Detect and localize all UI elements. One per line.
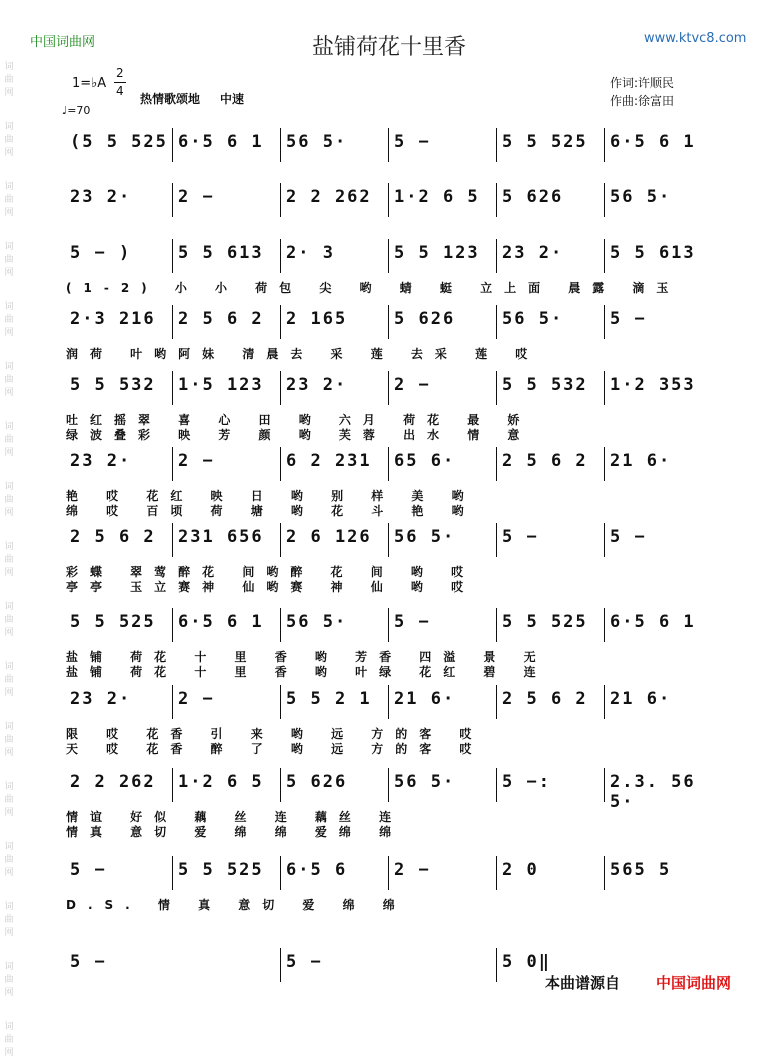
barline <box>280 447 281 481</box>
watermark-char: 词 <box>4 962 14 972</box>
watermark-sidebar <box>0 0 18 1058</box>
barline <box>280 128 281 162</box>
composer-credit: 作曲:徐富田 <box>610 94 675 108</box>
measure: 5 5 2 1 <box>286 689 372 709</box>
barline <box>280 183 281 217</box>
barline <box>496 371 497 405</box>
site-url[interactable]: www.ktvc8.com <box>644 31 747 46</box>
measure: 56 5· <box>394 527 456 547</box>
barline <box>604 239 605 273</box>
measure: 2 5 6 2 <box>178 309 264 329</box>
watermark-char: 曲 <box>4 975 14 985</box>
measure: 23 2· <box>70 187 132 207</box>
measure: 65 6· <box>394 451 456 471</box>
barline <box>388 856 389 890</box>
watermark-char: 曲 <box>4 495 14 505</box>
watermark-char: 网 <box>4 208 14 218</box>
barline <box>172 447 173 481</box>
barline <box>172 128 173 162</box>
lyric-line: 亭亭 玉立赛神 仙哟赛 神 仙 哟 哎 <box>66 580 476 594</box>
time-sig-divider <box>114 82 126 83</box>
barline <box>388 305 389 339</box>
watermark-char: 网 <box>4 748 14 758</box>
barline <box>604 856 605 890</box>
watermark-char: 词 <box>4 602 14 612</box>
watermark-char: 词 <box>4 482 14 492</box>
barline <box>388 447 389 481</box>
measure: 565 5 <box>610 860 672 880</box>
watermark-char: 曲 <box>4 735 14 745</box>
watermark-char: 词 <box>4 842 14 852</box>
barline <box>496 239 497 273</box>
watermark-char: 词 <box>4 1022 14 1032</box>
barline <box>280 685 281 719</box>
measure: 2 6 126 <box>286 527 372 547</box>
lyric-line: 天 哎 花香 醉 了 哟 远 方的客 哎 <box>66 742 484 756</box>
watermark-char: 曲 <box>4 555 14 565</box>
watermark-char: 网 <box>4 688 14 698</box>
barline <box>604 768 605 802</box>
barline <box>604 608 605 642</box>
lyric-line: 情谊 好似 藕 丝 连 藕丝 连 <box>66 810 404 824</box>
barline <box>496 447 497 481</box>
measure: 5 −: <box>502 772 551 792</box>
barline <box>496 305 497 339</box>
barline <box>280 239 281 273</box>
watermark-char: 曲 <box>4 795 14 805</box>
watermark-char: 词 <box>4 362 14 372</box>
measure: 56 5· <box>394 772 456 792</box>
measure: 21 6· <box>610 689 672 709</box>
barline <box>496 685 497 719</box>
measure: 2 − <box>178 689 215 709</box>
barline <box>604 128 605 162</box>
watermark-char: 网 <box>4 628 14 638</box>
measure: 6·5 6 1 <box>610 132 696 152</box>
measure: 5 5 532 <box>70 375 156 395</box>
lyric-line: 情真 意切 爱 绵 绵 爱绵 绵 <box>66 825 404 839</box>
barline <box>496 948 497 982</box>
lyric-line: 绵 哎 百顷 荷 塘 哟 花 斗 艳 哟 <box>66 504 476 518</box>
song-title: 盐铺荷花十里香 <box>311 35 466 60</box>
watermark-char: 曲 <box>4 255 14 265</box>
measure: 5 5 613 <box>610 243 696 263</box>
time-sig-top: 2 <box>116 66 124 80</box>
barline <box>172 305 173 339</box>
measure: 1·2 6 5 <box>394 187 480 207</box>
lyric-line: 吐红摇翠 喜 心 田 哟 六月 荷花 最 娇 <box>66 413 532 427</box>
watermark-char: 词 <box>4 722 14 732</box>
measure: 5 5 525 <box>502 612 588 632</box>
measure: 6·5 6 <box>286 860 348 880</box>
barline <box>280 856 281 890</box>
lyric-line: 绿波叠彩 映 芳 颜 哟 芙蓉 出水 情 意 <box>66 428 532 442</box>
measure: 2 2 262 <box>70 772 156 792</box>
barline <box>496 523 497 557</box>
measure: 5 5 123 <box>394 243 480 263</box>
time-sig-bottom: 4 <box>116 84 124 98</box>
measure: 5 626 <box>502 187 564 207</box>
barline <box>388 239 389 273</box>
measure: 2 165 <box>286 309 348 329</box>
measure: 23 2· <box>70 689 132 709</box>
watermark-char: 曲 <box>4 435 14 445</box>
barline <box>388 523 389 557</box>
measure: 6·5 6 1 <box>610 612 696 632</box>
barline <box>172 856 173 890</box>
watermark-char: 词 <box>4 662 14 672</box>
measure: 2 − <box>394 860 431 880</box>
measure: 5 − <box>70 952 107 972</box>
lyric-line: D.S. 情 真 意切 爱 绵 绵 <box>66 898 407 912</box>
measure: 5 626 <box>394 309 456 329</box>
measure: 1·2 6 5 <box>178 772 264 792</box>
watermark-char: 网 <box>4 268 14 278</box>
measure: 5 5 525 <box>502 132 588 152</box>
watermark-char: 网 <box>4 88 14 98</box>
barline <box>172 371 173 405</box>
barline <box>604 183 605 217</box>
barline <box>604 523 605 557</box>
measure: 2·3 216 <box>70 309 156 329</box>
measure: 5 626 <box>286 772 348 792</box>
watermark-char: 曲 <box>4 135 14 145</box>
barline <box>280 768 281 802</box>
barline <box>496 856 497 890</box>
barline <box>604 371 605 405</box>
watermark-char: 曲 <box>4 915 14 925</box>
watermark-char: 网 <box>4 928 14 938</box>
barline <box>604 305 605 339</box>
measure: 5 5 525 <box>178 860 264 880</box>
measure: 5 0‖ <box>502 952 551 972</box>
barline <box>604 447 605 481</box>
measure: 5 5 525 <box>70 612 156 632</box>
watermark-char: 词 <box>4 62 14 72</box>
barline <box>388 183 389 217</box>
barline <box>280 305 281 339</box>
barline <box>280 371 281 405</box>
measure: 2 − <box>178 451 215 471</box>
measure: 2 5 6 2 <box>502 451 588 471</box>
measure: 2 5 6 2 <box>70 527 156 547</box>
barline <box>388 685 389 719</box>
lyric-line: 盐铺 荷花 十 里 香 哟 芳香 四溢 景 无 <box>66 650 548 664</box>
watermark-char: 曲 <box>4 615 14 625</box>
barline <box>496 128 497 162</box>
measure: 23 2· <box>286 375 348 395</box>
watermark-char: 曲 <box>4 855 14 865</box>
barline <box>172 768 173 802</box>
barline <box>388 371 389 405</box>
measure: 231 656 <box>178 527 264 547</box>
watermark-char: 词 <box>4 782 14 792</box>
measure: 2· 3 <box>286 243 335 263</box>
measure: 23 2· <box>502 243 564 263</box>
measure: 6·5 6 1 <box>178 132 264 152</box>
measure: 5 − ) <box>70 243 132 263</box>
watermark-char: 网 <box>4 508 14 518</box>
measure: 2 − <box>394 375 431 395</box>
measure: 56 5· <box>610 187 672 207</box>
barline <box>280 948 281 982</box>
measure: 2 − <box>178 187 215 207</box>
lyric-line: 彩蝶 翠莺醉花 间哟醉 花 间 哟 哎 <box>66 565 476 579</box>
watermark-char: 网 <box>4 1048 14 1058</box>
measure: 5 − <box>394 132 431 152</box>
lyric-line: 艳 哎 花红 映 日 哟 别 样 美 哟 <box>66 489 476 503</box>
measure: 6 2 231 <box>286 451 372 471</box>
source-site-link[interactable]: 中国词曲网 <box>656 974 732 992</box>
watermark-char: 词 <box>4 902 14 912</box>
watermark-char: 词 <box>4 122 14 132</box>
barline <box>172 239 173 273</box>
barline <box>388 608 389 642</box>
watermark-char: 词 <box>4 242 14 252</box>
lyricist-credit: 作词:许顺民 <box>610 76 675 90</box>
measure: 21 6· <box>610 451 672 471</box>
watermark-char: 词 <box>4 182 14 192</box>
barline <box>172 523 173 557</box>
watermark-char: 网 <box>4 568 14 578</box>
measure: 2 0 <box>502 860 539 880</box>
watermark-char: 网 <box>4 148 14 158</box>
site-name-left[interactable]: 中国词曲网 <box>30 35 96 50</box>
expression-mark: 热情歌颂地 <box>140 92 201 106</box>
measure: 6·5 6 1 <box>178 612 264 632</box>
watermark-char: 词 <box>4 302 14 312</box>
measure: 21 6· <box>394 689 456 709</box>
measure: 56 5· <box>286 132 348 152</box>
barline <box>280 523 281 557</box>
watermark-char: 曲 <box>4 675 14 685</box>
speed-mark: 中速 <box>220 92 245 106</box>
barline <box>280 608 281 642</box>
measure: (5 5 525 <box>70 132 168 152</box>
measure: 5 − <box>610 309 647 329</box>
measure: 5 − <box>502 527 539 547</box>
measure: 2 2 262 <box>286 187 372 207</box>
watermark-char: 网 <box>4 388 14 398</box>
barline <box>496 768 497 802</box>
barline <box>496 608 497 642</box>
watermark-char: 曲 <box>4 195 14 205</box>
lyric-line: 限 哎 花香 引 来 哟 远 方的客 哎 <box>66 727 484 741</box>
measure: 5 − <box>610 527 647 547</box>
lyric-line: 盐铺 荷花 十 里 香 哟 叶绿 花红 碧 连 <box>66 665 548 679</box>
measure: 56 5· <box>286 612 348 632</box>
key-signature: 1=♭A <box>72 76 107 91</box>
measure: 5 − <box>286 952 323 972</box>
measure: 5 5 613 <box>178 243 264 263</box>
measure: 23 2· <box>70 451 132 471</box>
watermark-char: 网 <box>4 868 14 878</box>
watermark-char: 曲 <box>4 315 14 325</box>
watermark-char: 网 <box>4 448 14 458</box>
barline <box>172 685 173 719</box>
watermark-char: 网 <box>4 328 14 338</box>
measure: 2.3. 56 5· <box>610 772 696 812</box>
lyric-line: 润荷 叶哟阿妹 清晨去 采 莲 去采 莲 哎 <box>66 347 540 361</box>
barline <box>172 183 173 217</box>
watermark-char: 曲 <box>4 375 14 385</box>
watermark-char: 网 <box>4 808 14 818</box>
barline <box>172 608 173 642</box>
watermark-char: 曲 <box>4 75 14 85</box>
measure: 2 5 6 2 <box>502 689 588 709</box>
measure: 1·2 353 <box>610 375 696 395</box>
measure: 56 5· <box>502 309 564 329</box>
source-label: 本曲谱源自 <box>545 974 621 992</box>
barline <box>388 768 389 802</box>
watermark-char: 词 <box>4 542 14 552</box>
measure: 5 − <box>394 612 431 632</box>
measure: 5 − <box>70 860 107 880</box>
watermark-char: 词 <box>4 422 14 432</box>
lyric-line: (1-2) 小 小 荷包 尖 哟 蜻 蜓 立上面 晨露 滴玉 <box>66 281 681 295</box>
measure: 1·5 123 <box>178 375 264 395</box>
barline <box>604 685 605 719</box>
watermark-char: 网 <box>4 988 14 998</box>
barline <box>496 183 497 217</box>
measure: 5 5 532 <box>502 375 588 395</box>
barline <box>388 128 389 162</box>
watermark-char: 曲 <box>4 1035 14 1045</box>
tempo-mark: ♩=70 <box>62 104 91 117</box>
